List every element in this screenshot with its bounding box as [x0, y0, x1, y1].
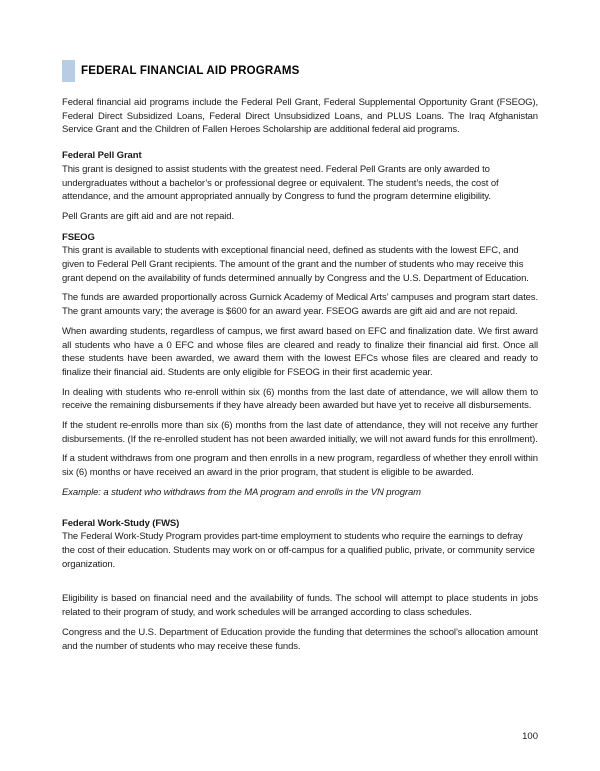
- page-title: FEDERAL FINANCIAL AID PROGRAMS: [81, 65, 300, 77]
- fseog-paragraph-3: When awarding students, regardless of campus, we first award based on EFC and finalization date. We first award all students who have a 0 EFC and whose files are cleared and ready to finalize their financial aid first. Once all these students have been awarded, we award them with the lowest EFCs whose files are cleared and ready to finalize their financial aid. Students are only eligible for FSEOG in their first academic year.: [62, 325, 538, 378]
- title-marker-square: [62, 60, 75, 82]
- fws-heading: Federal Work-Study (FWS): [62, 517, 180, 529]
- section-title-row: [62, 60, 538, 82]
- fseog-paragraph-1: This grant is available to students with exceptional financial need, defined as students with the lowest EFC, and given to Federal Pell Grant recipients. The amount of the grant and the number of students who may receive this grant depend on the availability of funds determined annually by Congress and the U.S. Department of Education.: [62, 245, 529, 284]
- fseog-paragraph-6: If a student withdraws from one program and then enrolls in a new program, regardless of whether they enroll within six (6) months or have received an award in the prior program, that student is eligible to be awarded.: [62, 453, 538, 479]
- pell-grant-paragraph-1: This grant is designed to assist students with the greatest need. Federal Pell Grants are only awarded to undergraduates without a bachelor’s or professional degree or equivalent. The student’s needs, the cost of attendance, and the amount appropriated annually by Congress to fund the program determine eligibility.: [62, 163, 499, 203]
- page-number: 100: [522, 731, 538, 742]
- fws-paragraph-1: The Federal Work-Study Program provides part-time employment to students who require the earnings to defray the cost of their education. Students may work on or off-campus for a qualified public, private, or community service organization.: [62, 531, 535, 570]
- intro-paragraph: Federal financial aid programs include the Federal Pell Grant, Federal Supplemental Opportunity Grant (FSEOG), Federal Direct Subsidized Loans, Federal Direct Unsubsidized Loans, and PLUS Loans. The Iraq Afghanistan Service Grant and the Children of Fallen Heroes Scholarship are additional federal aid programs.: [62, 97, 538, 136]
- fseog-paragraph-4: In dealing with students who re-enroll within six (6) months from the last date of attendance, we will allow them to receive the remaining disbursements if they have already been awarded but have yet to receive all disbursements.: [62, 386, 538, 412]
- fseog-paragraph-2: The funds are awarded proportionally across Gurnick Academy of Medical Arts’ campuses and program start dates. The grant amounts vary; the average is $600 for an award year. FSEOG awards are gift aid and are not repaid.: [62, 292, 538, 318]
- fseog-paragraph-5: If the student re-enrolls more than six (6) months from the last date of attendance, they will not receive any further disbursements. (If the re-enrolled student has not been awarded initially, we will not award funds for this enrollment).: [62, 420, 538, 445]
- fseog-heading: FSEOG: [62, 231, 95, 243]
- fseog-example-note: Example: a student who withdraws from the MA program and enrolls in the VN program: [62, 486, 421, 498]
- fws-paragraph-3: Congress and the U.S. Department of Education provide the funding that determines the school’s allocation amount and the number of students who may receive these funds.: [62, 626, 538, 652]
- fws-paragraph-2: Eligibility is based on financial need and the availability of funds. The school will attempt to place students in jobs related to their program of study, and work schedules will be arranged according to class schedules.: [62, 593, 538, 619]
- pell-grant-paragraph-2: Pell Grants are gift aid and are not repaid.: [62, 210, 234, 222]
- pell-grant-heading: Federal Pell Grant: [62, 150, 142, 162]
